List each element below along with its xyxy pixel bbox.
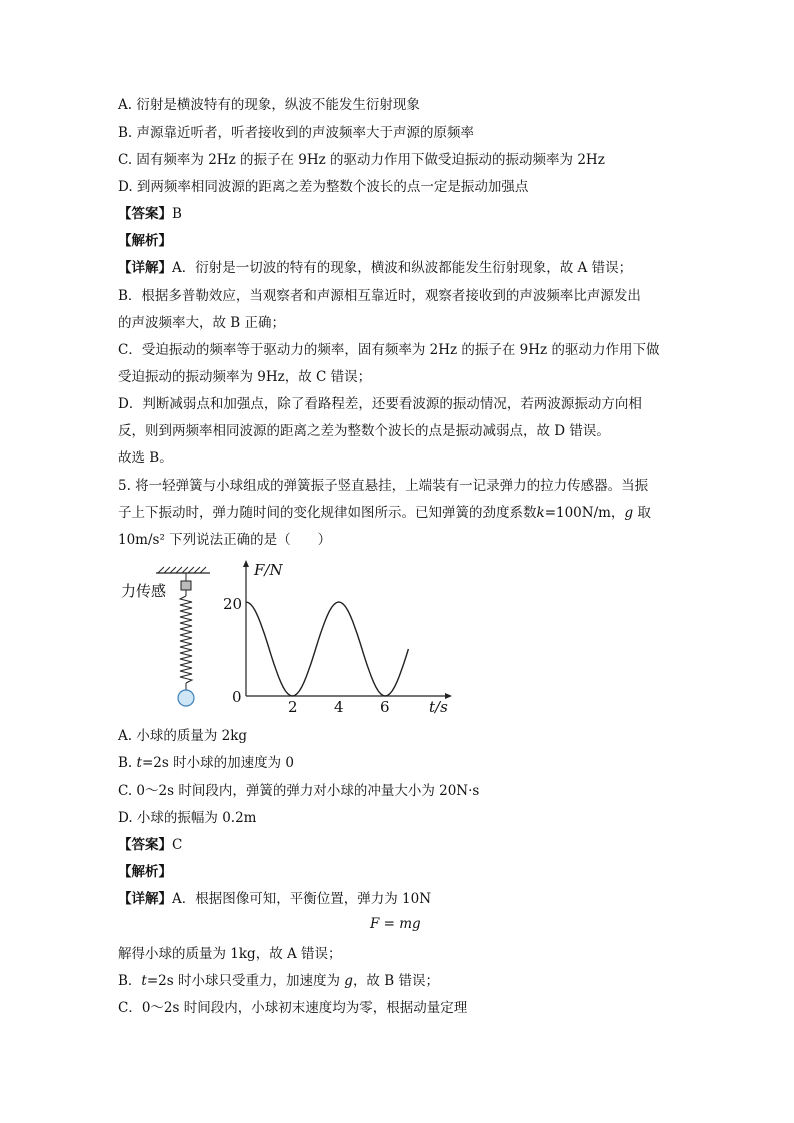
ball	[178, 690, 194, 706]
prev-option-b: B. 声源靠近听者，听者接收到的声波频率大于声源的原频率	[118, 125, 475, 141]
stem-text: 子上下振动时，弹力随时间的变化规律如图所示。已知弹簧的劲度系数	[118, 505, 537, 521]
detail-text: ，故 B 错误；	[352, 973, 439, 989]
var-g: g	[624, 505, 634, 521]
var-g: g	[344, 973, 353, 989]
q5-detail-line	[118, 889, 431, 909]
prev-detail-line: 受迫振动的振动频率为 9Hz，故 C 错误；	[118, 369, 372, 385]
prev-answer	[118, 204, 182, 224]
stem-text: 取	[633, 505, 651, 521]
prev-detail-line: C．受迫振动的频率等于驱动力的频率，固有频率为 2Hz 的振子在 9Hz 的驱动力作用下做	[118, 342, 660, 358]
opt-text: B.	[118, 755, 137, 771]
prev-detail-line: 反，则到两频率相同波源的距离之差为整数个波长的点是振动减弱点，故 D 错误。	[118, 423, 610, 439]
q5-detail-line: 解得小球的质量为 1kg，故 A 错误；	[118, 946, 342, 962]
prev-conclusion: 故选 B。	[118, 450, 173, 466]
q5-option-c: C. 0～2s 时间段内，弹簧的弹力对小球的冲量大小为 20N·s	[118, 783, 480, 799]
answer-label: 【答案】	[118, 837, 172, 853]
prev-detail-line: D．判断减弱点和加强点，除了看路程差，还要看波源的振动情况，若两波源振动方向相	[118, 396, 642, 412]
detail-text: A．衍射是一切波的特有的现象，横波和纵波都能发生衍射现象，故 A 错误；	[172, 260, 633, 276]
q5-detail-line	[118, 971, 439, 991]
prev-detail-line: 的声波频率大，故 B 正确；	[118, 315, 286, 331]
x-axis-label: t/s	[429, 698, 448, 716]
spring-force-figure	[118, 556, 458, 718]
detail-text: A．根据图像可知，平衡位置，弹力为 10N	[172, 891, 432, 907]
spring	[180, 596, 192, 683]
answer-value: B	[172, 206, 182, 222]
q5-stem-line3: 10m/s² 下列说法正确的是（ ）	[118, 532, 332, 548]
q5-option-d: D. 小球的振幅为 0.2m	[118, 810, 257, 826]
detail-label: 【详解】	[118, 891, 172, 907]
prev-option-a: A. 衍射是横波特有的现象，纵波不能发生衍射现象	[118, 97, 420, 113]
q5-option-b	[118, 753, 294, 773]
sensor-box	[181, 581, 191, 590]
sensor-label: 力传感	[121, 582, 167, 600]
y-tick-20: 20	[223, 595, 243, 613]
q5-answer	[118, 835, 182, 855]
force-curve	[246, 602, 408, 696]
y-tick-0: 0	[232, 688, 242, 706]
prev-option-d: D. 到两频率相同波源的距离之差为整数个波长的点一定是振动加强点	[118, 179, 529, 195]
var-k: k	[536, 505, 545, 521]
y-axis-label: F/N	[254, 561, 283, 579]
prev-option-c: C. 固有频率为 2Hz 的振子在 9Hz 的驱动力作用下做受迫振动的振动频率为 2Hz	[118, 152, 605, 168]
prev-detail-line: B．根据多普勒效应，当观察者和声源相互靠近时，观察者接收到的声波频率比声源发出	[118, 288, 641, 304]
stem-text: =100N/m，	[544, 505, 625, 521]
q5-stem-line1: 5. 将一轻弹簧与小球组成的弹簧振子竖直悬挂，上端装有一记录弹力的拉力传感器。当振	[118, 478, 649, 494]
answer-value: C	[172, 837, 183, 853]
q5-stem-line2	[118, 503, 651, 523]
q5-option-a: A. 小球的质量为 2kg	[118, 728, 248, 744]
prev-detail-line	[118, 258, 632, 278]
x-tick-2: 2	[288, 698, 298, 716]
q5-analysis-label: 【解析】	[118, 864, 172, 880]
answer-label: 【答案】	[118, 206, 172, 222]
x-tick-4: 4	[334, 698, 344, 716]
var-t: t	[136, 755, 142, 771]
opt-text: =2s 时小球的加速度为 0	[141, 755, 294, 771]
var-t: t	[141, 973, 147, 989]
q5-equation: F = mg	[370, 916, 421, 932]
detail-text: =2s 时小球只受重力，加速度为	[146, 973, 345, 989]
x-tick-6: 6	[380, 698, 390, 716]
prev-analysis-label: 【解析】	[118, 233, 172, 249]
q5-detail-line: C．0～2s 时间段内，小球初末速度均为零，根据动量定理	[118, 1000, 468, 1016]
detail-text: B．	[118, 973, 142, 989]
detail-label: 【详解】	[118, 260, 172, 276]
